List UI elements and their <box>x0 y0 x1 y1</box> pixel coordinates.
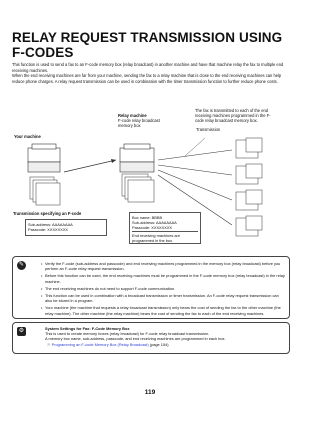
sender-sub-address: Sub-address: AAAAAAAA <box>28 221 73 227</box>
transmission-label: Transmission <box>196 127 221 132</box>
title-line-1: RELAY REQUEST TRANSMISSION USING <box>12 30 283 45</box>
settings-box <box>12 322 290 354</box>
your-machine-fax-icon <box>28 144 60 172</box>
relay-end-receiving: End receiving machines are programmed in the box. <box>132 231 198 243</box>
relay-machine-desc: F-code relay broadcast memory box <box>118 118 160 128</box>
relay-machine-label <box>118 113 168 128</box>
transmitted-note: The fax is transmitted to each of the end receiving machines programmed in the F-code relay broadcast memory box. <box>195 108 271 123</box>
intro-paragraph-2: When the end receiving machines are far from your machine, sending the fax to a relay machine that is close to the end receiving machines can help reduce phone charges. A relay request transmission can be used in combination with the timer transmission function to further reduce phone costs. <box>12 73 282 84</box>
relay-machine-fax-icon <box>120 144 154 172</box>
note-icon: ✎ <box>18 262 25 268</box>
end-receiver-4-icon <box>236 216 262 236</box>
note-item: • Before this function can be used, the end receiving machines must be programmed in the F-code memory box (relay broadcast) in the relay machine. <box>45 273 286 283</box>
intro-text <box>12 62 290 84</box>
note-item: • This function can be used in combination with a broadcast transmission or timer transmission. An F-code relay request transmission can also be stored in a program. <box>45 293 286 303</box>
settings-text-1: This is used to create memory boxes (relay broadcast) for F-code relay broadcast transmission. <box>45 331 210 337</box>
note-item: • Your machine (the machine that requests a relay broadcast transmission) only bears the cost of sending the fax to the other machine (the relay machine). The other machine (the relay machine) bears the cost of sending the fax to each of the end receiving machines. <box>45 305 286 315</box>
settings-icon: ⚙ <box>18 328 25 334</box>
settings-heading: System Settings for Fax: F-Code Memory Box <box>45 326 130 331</box>
relay-box-name: Box name: BBBB <box>132 214 163 220</box>
arrow-to-relay-icon <box>64 159 116 172</box>
reference-icon: ☞ <box>47 341 51 347</box>
sender-passcode: Passcode: XXXXXXXX <box>28 226 69 232</box>
title-line-2: F-CODES <box>12 45 74 60</box>
relay-machine-title: Relay machine <box>118 113 147 118</box>
end-receiver-1-icon <box>236 138 262 158</box>
settings-reference <box>45 342 286 347</box>
settings-link-page: (page 154) <box>148 341 169 347</box>
sender-fcode-box <box>25 219 107 236</box>
your-machine-document-stack-icon <box>30 177 60 205</box>
relay-passcode: Passcode: XXXXXXXX <box>132 224 173 230</box>
settings-text-2: A memory box name, sub-address, passcode, and end receiving machines are programmed in each box. <box>45 336 226 342</box>
relay-box-info <box>129 212 201 244</box>
settings-link[interactable]: Programming an F-code Memory Box (Relay Broadcast) <box>51 341 149 347</box>
end-receiver-2-icon <box>236 164 262 184</box>
notes-box <box>12 256 290 319</box>
note-item: • The end receiving machines do not need to support F-code communication. <box>45 286 286 291</box>
page-number: 119 <box>144 389 156 396</box>
your-machine-label: Your machine <box>14 134 41 139</box>
notes-list <box>13 261 286 316</box>
page-title <box>12 30 292 60</box>
end-receiver-3-icon <box>236 190 262 210</box>
relay-sub-address: Sub-address: AAAAAAAA <box>132 219 177 225</box>
note-item: • Verify the F-code (sub-address and passcode) and end receiving machines programmed in the memory box (relay broadcast) before you perform an F-code relay request transmission. <box>45 261 286 271</box>
intro-paragraph-1: This function is used to send a fax to an F-code memory box (relay broadcast) in another machine and have that machine relay the fax to multiple end receiving machines. <box>12 62 284 73</box>
transmission-specifying-label: Transmission specifying an F-code <box>13 211 82 216</box>
relay-machine-document-stack-icon <box>122 174 154 202</box>
